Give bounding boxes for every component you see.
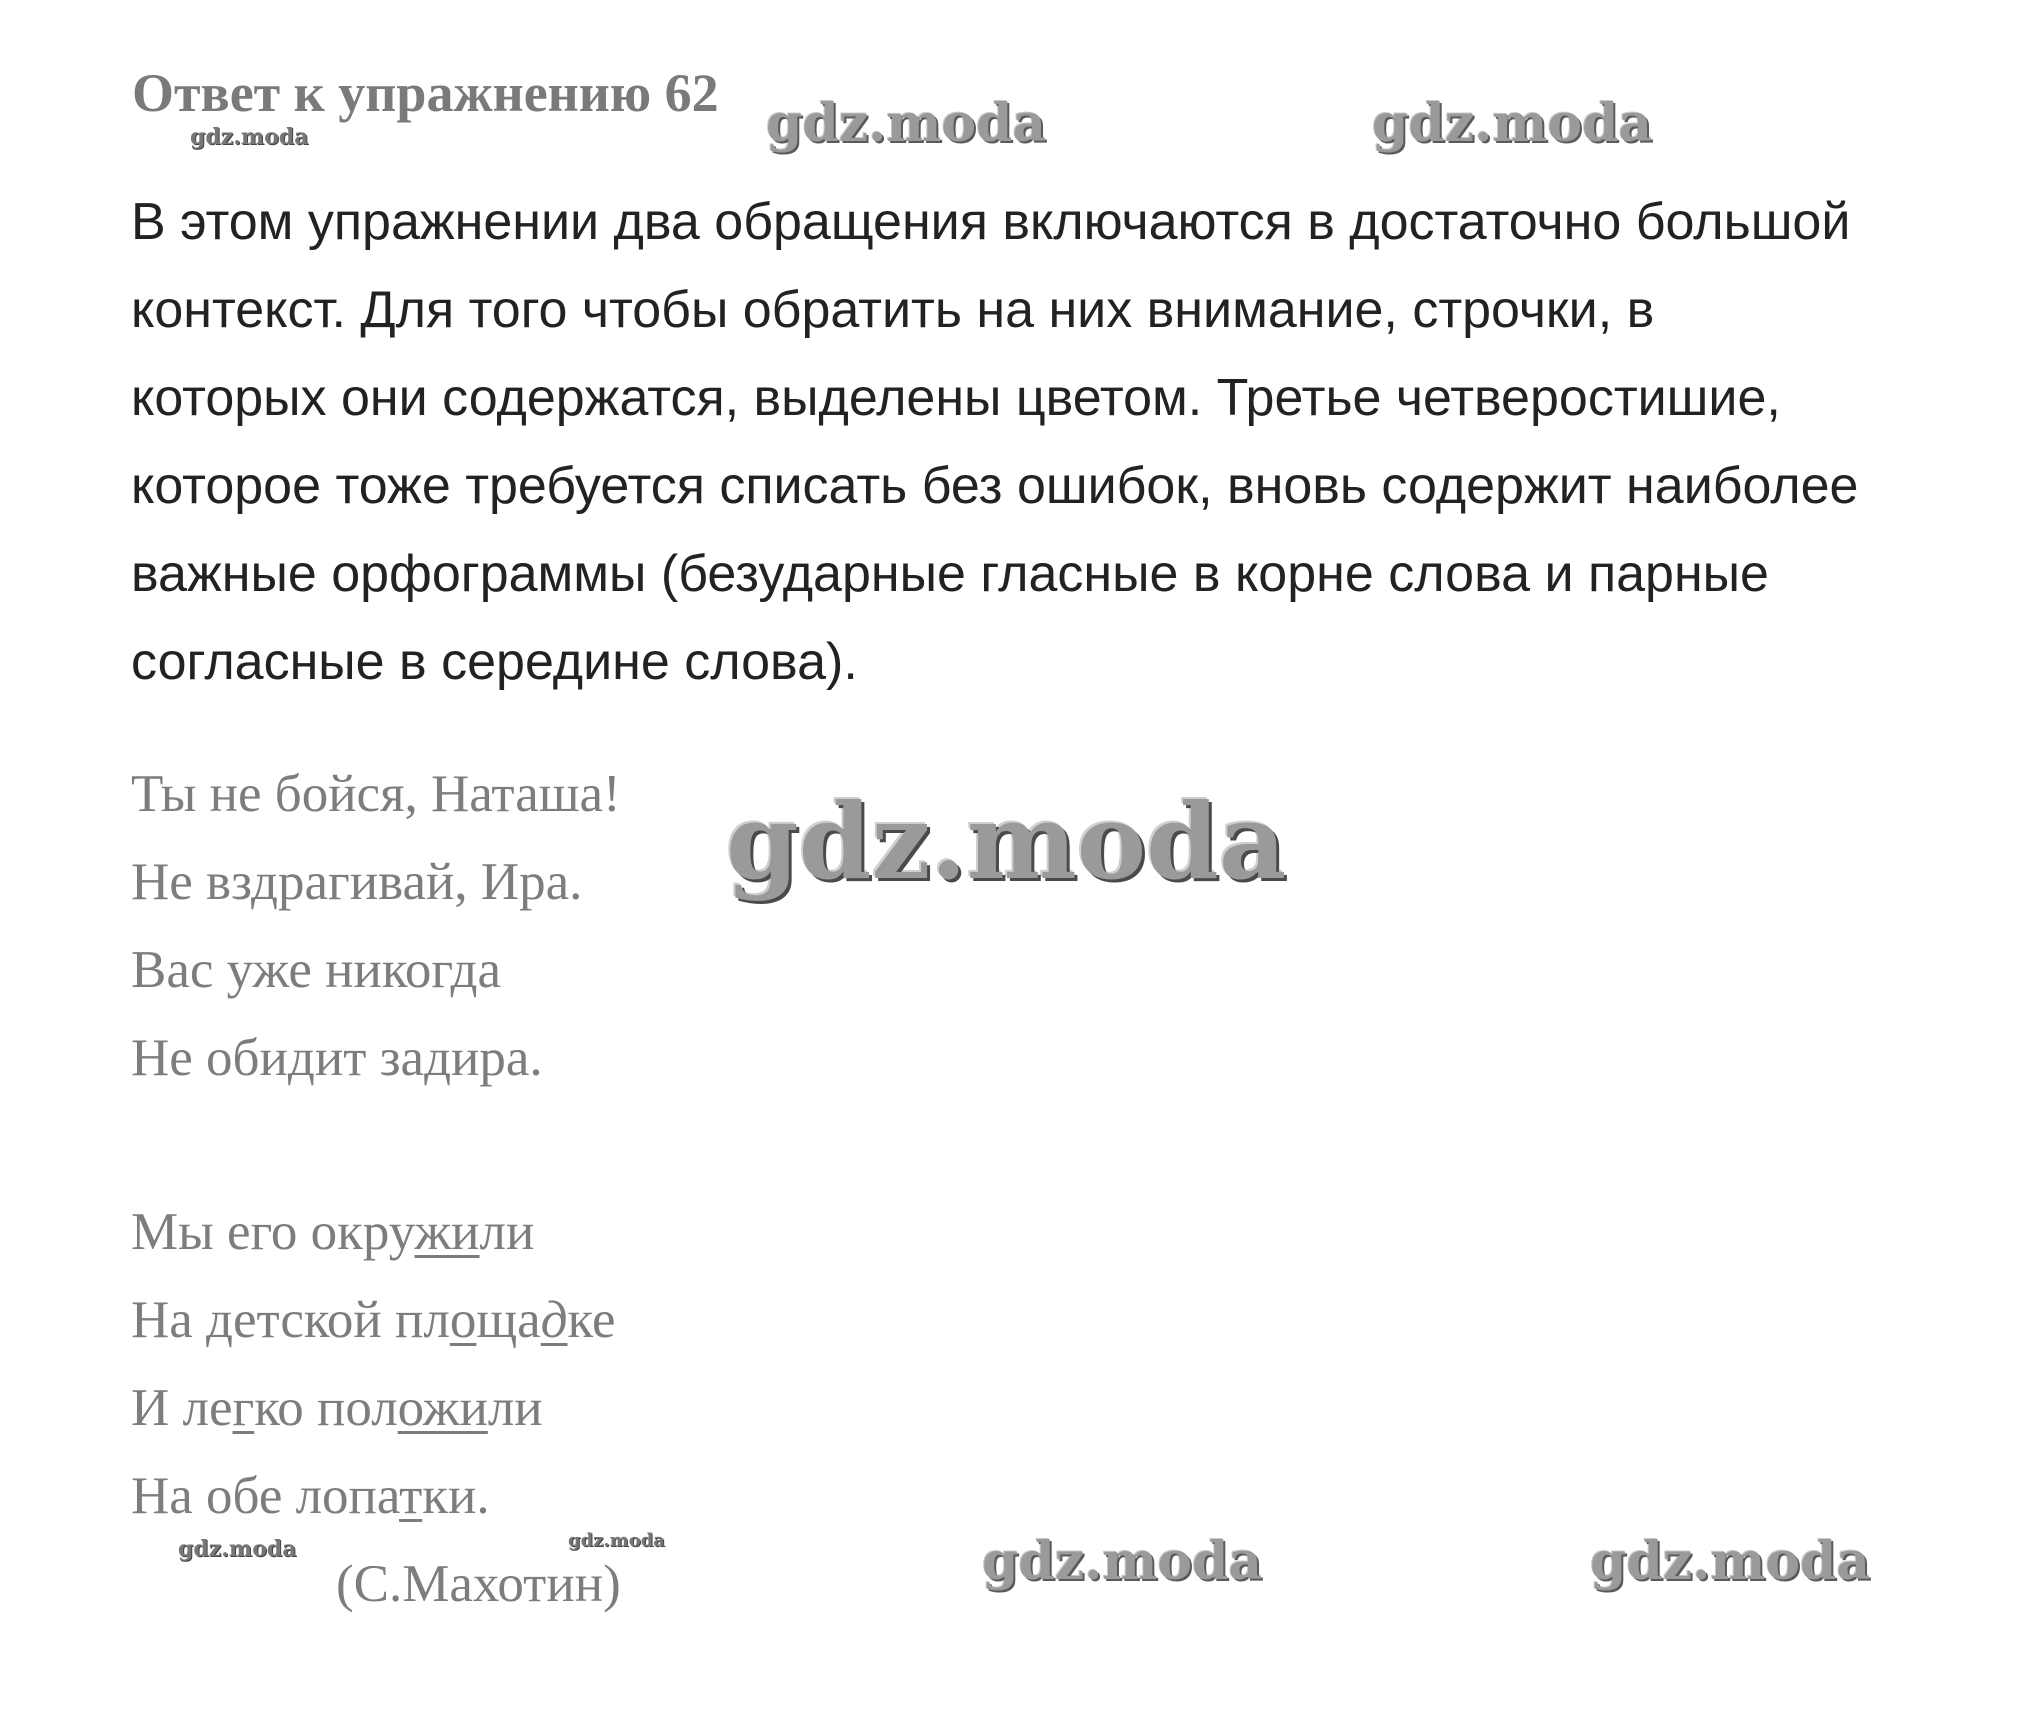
watermark-logo: gdz.moda: [1372, 93, 1653, 154]
watermark-logo: gdz.moda: [178, 1536, 297, 1562]
poem-line: [131, 1291, 616, 1349]
poem-line: [131, 1379, 543, 1437]
poem-line: Вас уже никогда: [131, 941, 502, 999]
poem-text-segment: И ле: [131, 1379, 233, 1437]
page-title: Ответ к упражнению 62: [132, 63, 719, 123]
poem-text-segment: ко пол: [254, 1379, 398, 1437]
watermark-logo: gdz.moda: [568, 1530, 665, 1551]
poem-text-segment: ли: [479, 1203, 535, 1261]
paragraph-line: которое тоже требуется списать без ошибок, вновь содержит наиболее: [131, 457, 1859, 515]
poem-author: (С.Махотин): [336, 1555, 621, 1613]
poem-line: Ты не бойся, Наташа!: [131, 765, 621, 823]
poem-line: Не вздрагивай, Ира.: [131, 853, 583, 911]
poem-text-segment: На обе лопа: [131, 1467, 400, 1525]
paragraph-line: согласные в середине слова).: [131, 633, 858, 691]
paragraph-line: контекст. Для того чтобы обратить на них внимание, строчки, в: [131, 281, 1655, 339]
poem-text-segment: Мы его окру: [131, 1203, 415, 1261]
orthogram-underline: д: [540, 1291, 568, 1349]
watermark-logo: gdz.moda: [190, 124, 309, 150]
poem-text-segment: ке: [567, 1291, 616, 1349]
orthogram-underline: жи: [414, 1203, 480, 1261]
poem-line: Не обидит задира.: [131, 1029, 543, 1087]
poem-text-segment: ли: [487, 1379, 543, 1437]
paragraph-line: которых они содержатся, выделены цветом. Третье четверостишие,: [131, 369, 1781, 427]
orthogram-underline: ожи: [397, 1379, 488, 1437]
paragraph-line: В этом упражнении два обращения включаются в достаточно большой: [131, 193, 1851, 251]
paragraph-line: важные орфограммы (безударные гласные в корне слова и парные: [131, 545, 1769, 603]
poem-line: [131, 1203, 535, 1261]
poem-text-segment: На детской пл: [131, 1291, 450, 1349]
poem-text-segment: ща: [476, 1291, 541, 1349]
watermark-logo: gdz.moda: [982, 1531, 1263, 1592]
watermark-logo: gdz.moda: [766, 93, 1047, 154]
poem-line: [131, 1467, 490, 1525]
watermark-logo: gdz.moda: [726, 780, 1287, 903]
orthogram-underline: т: [399, 1467, 423, 1525]
orthogram-underline: о: [449, 1291, 477, 1349]
watermark-logo: gdz.moda: [1590, 1531, 1871, 1592]
poem-text-segment: ки.: [422, 1467, 490, 1525]
orthogram-underline: г: [232, 1379, 255, 1437]
